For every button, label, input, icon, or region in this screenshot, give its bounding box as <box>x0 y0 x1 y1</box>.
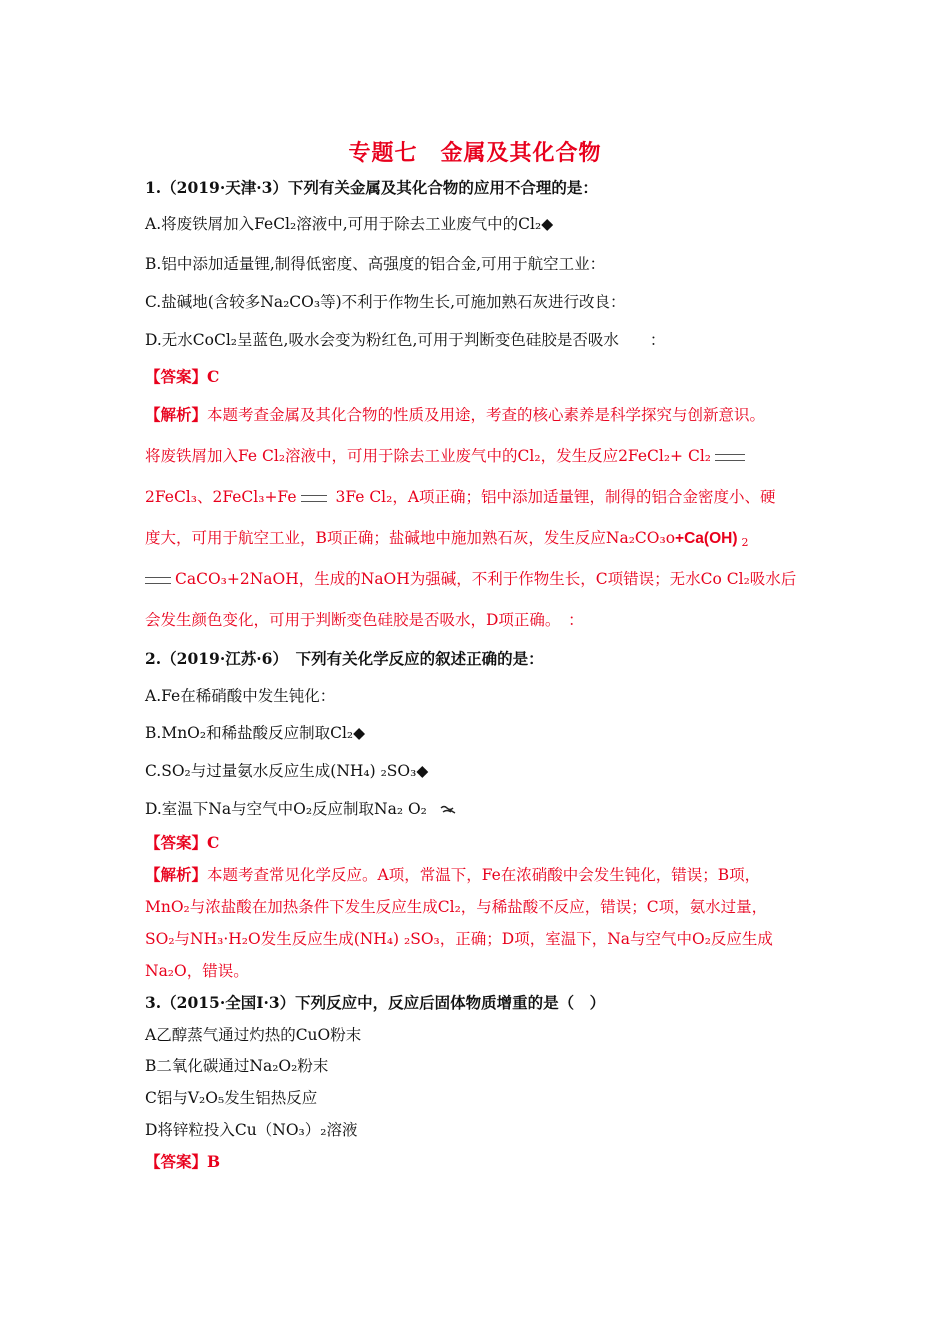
answer-label: 【答案】 <box>145 833 208 852</box>
q3-option-a: A乙醇蒸气通过灼热的CuO粉末 <box>145 1026 362 1044</box>
q2-option-b: B.MnO₂和稀盐酸反应制取Cl₂◆ <box>145 724 366 742</box>
q1-option-a: A.将废铁屑加入FeCl₂溶液中,可用于除去工业废气中的Cl₂◆ <box>145 215 554 233</box>
q3-answer <box>145 1152 220 1172</box>
explanation-text: 会发生颜色变化，可用于判断变色硅胶是否吸水，D项正确。 ： <box>145 611 584 629</box>
q2-explanation-line-2: MnO₂与浓盐酸在加热条件下发生反应生成Cl₂，与稀盐酸不反应，错误；C项，氨水过量， <box>145 898 768 916</box>
q2-option-a: A.Fe在稀硝酸中发生钝化： <box>145 687 336 705</box>
q2-explanation-line-1 <box>145 865 760 885</box>
q3-option-d: D将锌粒投入Cu（NO₃）₂溶液 <box>145 1121 358 1139</box>
q1-option-d: D.无水CoCl₂呈蓝色,吸水会变为粉红色,可用于判断变色硅胶是否吸水 ： <box>145 331 666 349</box>
answer-value: C <box>207 367 220 386</box>
q1-option-c: C.盐碱地(含较多Na₂CO₃等)不利于作物生长,可施加熟石灰进行改良： <box>145 293 626 311</box>
q1-explanation-line-2 <box>145 446 749 466</box>
q3-option-b: B二氧化碳通过Na₂O₂粉末 <box>145 1057 329 1075</box>
option-text: D.室温下Na与空气中O₂反应制取Na₂ O₂ <box>145 800 427 818</box>
equals-sign-icon <box>301 495 327 502</box>
overlap-mark: o <box>665 529 676 547</box>
q2-option-d <box>145 799 456 819</box>
explanation-text: 本题考查常见化学反应。A项，常温下，Fe在浓硝酸中会发生钝化，错误；B项， <box>207 866 761 884</box>
explanation-text: 度大，可用于航空工业，B项正确；盐碱地中施加熟石灰，发生反应Na₂CO₃ <box>145 529 666 547</box>
equals-sign-icon <box>145 577 171 584</box>
q2-heading: 2.（2019·江苏·6） 下列有关化学反应的叙述正确的是： <box>145 649 544 668</box>
q1-option-b: B.铝中添加适量锂,制得低密度、高强度的铝合金,可用于航空工业： <box>145 255 606 273</box>
q1-explanation-line-3 <box>145 487 776 507</box>
explanation-text: CaCO₃+2NaOH，生成的NaOH为强碱，不利于作物生长，C项错误；无水Co Cl₂吸水后 <box>175 570 797 588</box>
q1-heading: 1.（2019·天津·3）下列有关金属及其化合物的应用不合理的是： <box>145 178 598 197</box>
scribble-icon <box>440 804 456 816</box>
explanation-label: 【解析】 <box>145 865 208 884</box>
answer-label: 【答案】 <box>145 1152 208 1171</box>
q2-explanation-line-4: Na₂O，错误。 <box>145 962 249 980</box>
explanation-text: +Ca(OH) <box>675 530 738 547</box>
q3-option-c: C铝与V₂O₅发生铝热反应 <box>145 1089 318 1107</box>
answer-label: 【答案】 <box>145 367 208 386</box>
explanation-text: 2FeCl₃、2FeCl₃+Fe <box>145 488 297 506</box>
answer-value: B <box>207 1152 221 1171</box>
explanation-text: 3Fe Cl₂，A项正确；铝中添加适量锂，制得的铝合金密度小、硬 <box>335 488 776 506</box>
explanation-text: 本题考查金属及其化合物的性质及用途，考查的核心素养是科学探究与创新意识。 <box>207 406 766 424</box>
q2-answer <box>145 833 219 853</box>
q1-explanation-line-5 <box>145 569 796 589</box>
q2-explanation-line-3: SO₂与NH₃·H₂O发生反应生成(NH₄) ₂SO₃，正确；D项，室温下，Na与空气中O₂反应生成 <box>145 930 773 948</box>
answer-value: C <box>207 833 220 852</box>
q1-explanation-line-6 <box>145 610 584 630</box>
explanation-text: 将废铁屑加入Fe Cl₂溶液中，可用于除去工业废气中的Cl₂，发生反应2FeCl₂+ Cl₂ <box>145 447 711 465</box>
q3-heading: 3.（2015·全国Ⅰ·3）下列反应中，反应后固体物质增重的是（ ） <box>145 993 606 1012</box>
equals-sign-icon <box>715 454 745 461</box>
q1-explanation-line-4 <box>145 528 749 553</box>
explanation-label: 【解析】 <box>145 405 208 424</box>
q2-option-c: C.SO₂与过量氨水反应生成(NH₄) ₂SO₃◆ <box>145 762 429 780</box>
page-title: 专题七 金属及其化合物 <box>348 140 602 166</box>
q1-answer <box>145 367 219 387</box>
subscript: 2 <box>741 536 749 549</box>
q1-explanation-line-1 <box>145 405 765 425</box>
